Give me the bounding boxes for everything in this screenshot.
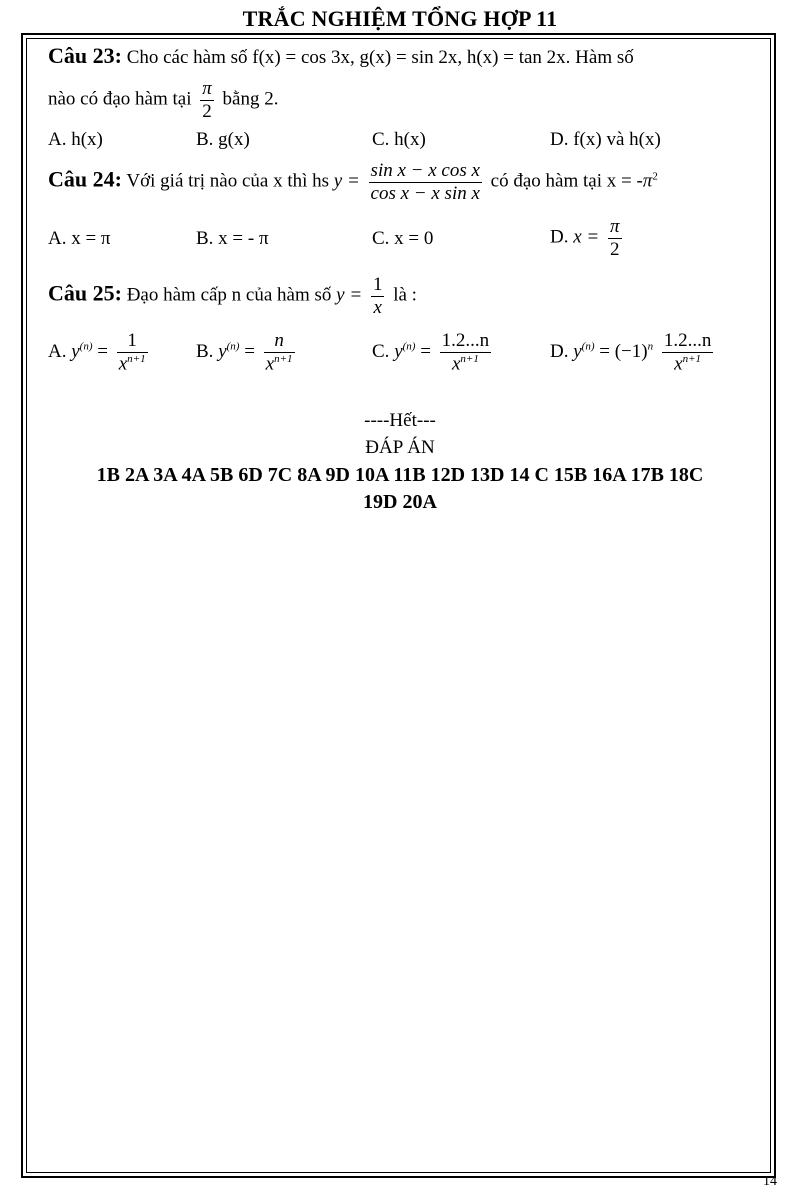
- q24-square: 2: [652, 170, 658, 183]
- q25-option-b-y: y: [218, 340, 227, 362]
- q23-option-b[interactable]: B. g(x): [196, 129, 250, 150]
- page-frame: [21, 33, 776, 1178]
- q25-option-a-eq: =: [97, 340, 108, 362]
- q25-option-a-den-exp: n+1: [127, 352, 146, 365]
- q24-option-c[interactable]: C. x = 0: [372, 228, 434, 249]
- q23-fraction: [200, 78, 214, 123]
- page-title: TRẮC NGHIỆM TỔNG HỢP 11: [242, 6, 558, 31]
- q23-label: Câu 23:: [48, 43, 122, 68]
- q24-frac-den: cos x − x sin x: [370, 182, 480, 204]
- q24-option-d-letter: D.: [550, 226, 569, 248]
- end-marker: ----Hết---: [364, 410, 436, 431]
- q25-option-d-sign: (−1): [614, 340, 648, 362]
- q25-option-b-den: [264, 353, 295, 375]
- q25-option-c-eq: =: [420, 340, 431, 362]
- q23-text2b: bằng 2.: [222, 88, 279, 110]
- q25-fraction: [371, 274, 385, 319]
- q25-option-a-den: [117, 353, 148, 375]
- q25-text-a: Đạo hàm cấp n của hàm số: [126, 284, 332, 306]
- q23-option-c[interactable]: C. h(x): [372, 129, 426, 150]
- q23-frac-num: π: [202, 78, 212, 99]
- q25-option-c-den: [440, 353, 492, 375]
- q24-label: Câu 24:: [48, 166, 122, 192]
- q24-line1: [48, 160, 658, 205]
- q23-line1: [48, 43, 634, 69]
- q25-option-a-y: y: [71, 340, 80, 362]
- q24-option-b[interactable]: B. x = - π: [196, 228, 269, 249]
- q25-option-c-den-base: x: [451, 353, 461, 375]
- q25-option-d-order: (n): [581, 340, 595, 353]
- answer-key-title: ĐÁP ÁN: [365, 437, 435, 458]
- q25-label: Câu 25:: [48, 280, 122, 306]
- q25-option-d-y: y: [573, 340, 582, 362]
- q24-y-eq: y =: [333, 170, 360, 192]
- answer-key-line1: 1B 2A 3A 4A 5B 6D 7C 8A 9D 10A 11B 12D 13D 14 C 15B 16A 17B 18C: [96, 464, 704, 486]
- q25-option-a-fraction: [117, 330, 148, 375]
- q24-option-d-den: 2: [610, 238, 620, 260]
- q25-option-d-den-base: x: [674, 353, 683, 375]
- q25-option-b-eq: =: [244, 340, 255, 362]
- q25-option-d-letter: D.: [550, 340, 569, 362]
- q24-frac-num: sin x − x cos x: [370, 160, 480, 181]
- q23-option-a[interactable]: A. h(x): [48, 129, 103, 150]
- q25-option-b-letter: B.: [196, 340, 214, 362]
- page-number: 14: [763, 1174, 777, 1189]
- q25-option-b-order: (n): [226, 340, 240, 353]
- q25-option-a-letter: A.: [48, 340, 67, 362]
- page-frame-inner: [26, 38, 771, 1173]
- q25-option-c-num: 1.2...n: [441, 330, 490, 351]
- q24-option-d-num: π: [610, 216, 620, 237]
- q25-option-b[interactable]: [196, 330, 299, 375]
- q25-option-d-den-exp: n+1: [682, 352, 702, 365]
- q23-text1: Cho các hàm số f(x) = cos 3x, g(x) = sin 2x, h(x) = tan 2x. Hàm số: [126, 47, 634, 68]
- q24-option-d[interactable]: [550, 216, 626, 261]
- q25-option-c[interactable]: [372, 330, 495, 375]
- q25-option-a-order: (n): [79, 340, 93, 353]
- q25-option-c-y: y: [394, 340, 403, 362]
- q23-text2a: nào có đạo hàm tại: [48, 88, 192, 110]
- q25-option-d[interactable]: [550, 330, 717, 375]
- q25-option-d-fraction: [662, 330, 714, 375]
- q25-option-c-order: (n): [402, 340, 416, 353]
- q24-option-d-fraction: [608, 216, 622, 261]
- q25-option-d-sign-exp: n: [647, 340, 654, 353]
- q25-y-eq: y =: [336, 284, 363, 306]
- q25-option-d-den: [662, 353, 714, 375]
- q25-text-b: là :: [393, 284, 417, 306]
- q25-option-a-num: 1: [117, 330, 148, 353]
- q25-option-b-fraction: [264, 330, 295, 375]
- q24-text-a: Với giá trị nào của x thì hs: [126, 170, 330, 192]
- answer-key-line2: 19D 20A: [363, 491, 437, 513]
- q24-pi: π: [642, 170, 653, 192]
- q25-option-c-letter: C.: [372, 340, 390, 362]
- q25-option-b-den-base: x: [265, 353, 275, 375]
- q25-option-d-num: 1.2...n: [663, 330, 712, 351]
- q25-option-d-eq: =: [599, 340, 610, 362]
- q25-option-c-fraction: [440, 330, 492, 375]
- q25-option-b-num: n: [264, 330, 295, 353]
- q23-line2: [48, 78, 278, 123]
- q23-frac-den: 2: [202, 100, 212, 122]
- q24-text-b: có đạo hàm tại x = -: [490, 170, 643, 192]
- q25-option-a[interactable]: [48, 330, 152, 375]
- q25-frac-den: x: [373, 296, 382, 318]
- q25-option-c-den-exp: n+1: [460, 352, 479, 365]
- q24-option-d-lhs: x =: [573, 226, 600, 248]
- q25-option-b-den-exp: n+1: [274, 352, 293, 365]
- q25-option-a-den-base: x: [118, 353, 128, 375]
- q23-option-d[interactable]: D. f(x) và h(x): [550, 129, 661, 150]
- q24-option-a[interactable]: A. x = π: [48, 228, 111, 249]
- q24-fraction: [369, 160, 482, 205]
- q25-frac-num: 1: [372, 274, 383, 295]
- q25-line1: [48, 274, 417, 319]
